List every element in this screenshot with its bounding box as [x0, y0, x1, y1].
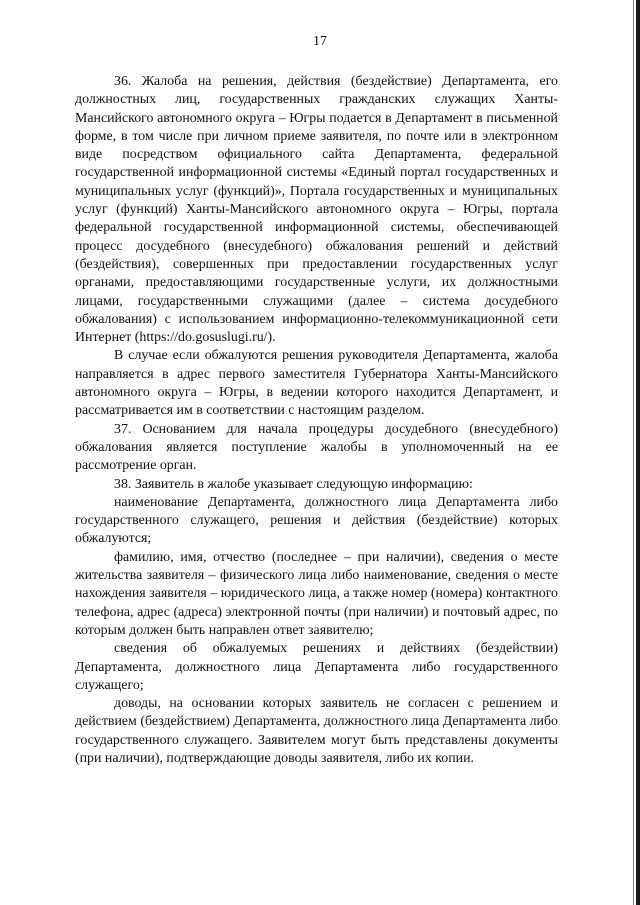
paragraph-item-department-name: наименование Департамента, должностного лица Департамента либо государственного служащего, решения и действия (бездействие) которых обжалуются; — [75, 494, 558, 547]
scan-edge-border — [636, 0, 640, 905]
scan-edge-line — [633, 0, 634, 905]
page-number: 17 — [313, 34, 327, 49]
paragraph-item-appealed-decisions: сведения об обжалуемых решениях и действиях (бездействии) Департамента, должностного лица Департамента либо государственного служащего; — [75, 641, 558, 693]
paragraph-item-arguments: доводы, на основании которых заявитель не согласен с решением и действием (бездействием) Департамента, должностного лица Департамента либо государственного служащего. Заявителем могут быть представлены документы (при наличии), подтверждающие доводы заявителя, либо их копии. — [75, 696, 558, 766]
paragraph-head-decision-complaint: В случае если обжалуются решения руководителя Департамента, жалоба направляется в адрес первого заместителя Губернатора Ханты-Мансийского автономного округа – Югры, в ведении которого находится Департамент, и рассматривается им в соответствии с настоящим разделом. — [75, 348, 558, 419]
paragraph-37-procedure-basis: 37. Основанием для начала процедуры досудебного (внесудебного) обжалования является поступление жалобы в уполномоченный на ее рассмотрение орган. — [75, 421, 558, 474]
paragraph-38-complaint-contents: 38. Заявитель в жалобе указывает следующую информацию: — [114, 476, 473, 492]
document-body — [75, 73, 558, 768]
paragraph-36-complaint-submission: 36. Жалоба на решения, действия (бездействие) Департамента, его должностных лиц, государственных гражданских служащих Ханты-Мансийского автономного округа – Югры подается в Департамент в письменной форме, в том числе при личном приеме заявителя, по почте или в электронном виде посредством официального сайта Департамента, федеральной государственной информационной системы «Единый портал государственных и муниципальных услуг (функций)», Портала государственных и муниципальных услуг (функций) Ханты-Мансийского автономного округа – Югры, портала федеральной государственной информационной системы, обеспечивающей процесс досудебного (внесудебного) обжалования решений и действий (бездействия), совершенных при предоставлении государственных услуг органами, предоставляющими государственные услуги, их должностными лицами, государственными служащими (далее – система досудебного обжалования) с использованием информационно-телекоммуникационной сети Интернет (https://do.gosuslugi.ru/). — [75, 74, 558, 346]
paragraph-item-applicant-details: фамилию, имя, отчество (последнее – при наличии), сведения о месте жительства заявителя – физического лица либо наименование, сведения о месте нахождения заявителя – юридического лица, а также номер (номера) контактного телефона, адрес (адреса) электронной почты (при наличии) и почтовый адрес, по которым должен быть направлен ответ заявителю; — [75, 549, 558, 638]
